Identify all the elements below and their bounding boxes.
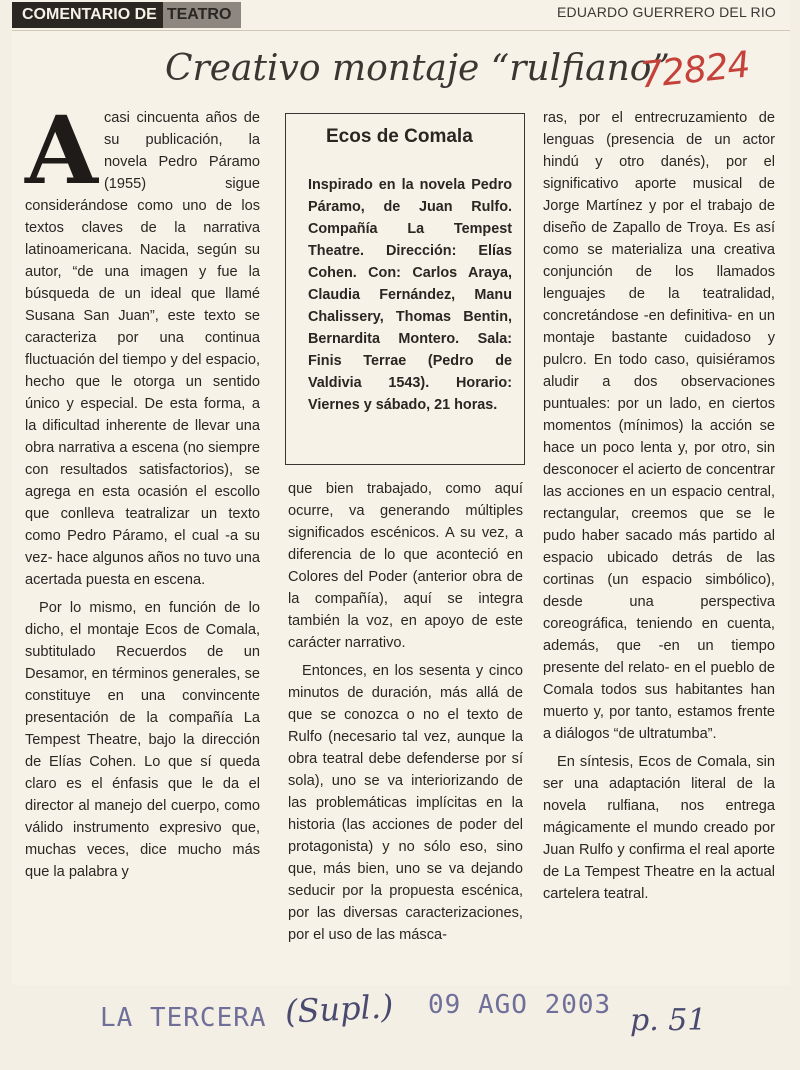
author-byline: EDUARDO GUERRERO DEL RIO [557,4,776,20]
info-box-title: Ecos de Comala [326,126,473,147]
section-header [12,0,790,31]
paragraph: Por lo mismo, en función de lo dicho, el montaje Ecos de Comala, subtitulado Recuerdos de un Desamor, en términos generales, se constituye en una convincente presentación de la compañía La Tempest Theatre, bajo la dirección de Elías Cohen. Lo que sí queda claro es el énfasis que le da el director al manejo del cuerpo, como válido instrumento expresivo que, muchas veces, dice mucho más que la palabra y [25,600,260,880]
handwritten-page-note: p. 51 [630,1003,707,1038]
handwritten-supplement-note: (Supl.) [284,987,395,1031]
kicker-teatro: TEATRO [163,2,242,28]
date-stamp: 09 AGO 2003 [428,990,612,1020]
source-stamp: LA TERCERA [100,1003,267,1033]
info-box-body: Inspirado en la novela Pedro Páramo, de Juan Rulfo. Compañía La Tempest Theatre. Dirección: Elías Cohen. Con: Carlos Araya, Claudia Fernández, Manu Chalissery, Thomas Bentin, Bernardita Montero. Sala: Finis Terrae (Pedro de Valdivia 1543). Horario: Viernes y sábado, 21 horas. [308,177,512,413]
paragraph: En síntesis, Ecos de Comala, sin ser una adaptación literal de la novela rulfiana, nos entrega mágicamente el mundo creado por Juan Rulfo y confirma el real aporte de La Tempest Theatre en la actual cartelera teatral. [543,754,775,902]
paragraph: que bien trabajado, como aquí ocurre, va generando múltiples significados escénicos. A su vez, a diferencia de lo que aconteció en Colores del Poder (anterior obra de la compañía), aquí se integra también la voz, en apoyo de este carácter narrativo. [288,481,523,651]
kicker-comentario: COMENTARIO DE [12,2,163,28]
drop-cap: A [25,96,98,206]
paragraph: ras, por el entrecruzamiento de lenguas (presencia de un actor hindú y otro danés), por el significativo aporte musical de Jorge Martínez y por el trabajo de diseño de Zapallo de Troya. Es así como se materializa una creativa conjunción de los llamados lenguajes de la teatralidad, concretándose -en definitiva- en un montaje bastante cuidadoso y pulcro. En todo caso, quisiéramos aludir a dos observaciones puntuales: por un lado, en ciertos momentos (mínimos) la acción se hace un poco lenta y, por otro, sin desconocer el acierto de concentrar las acciones en un espacio central, rectangular, creemos que se le pudo haber sacado más partido al espacio ubicado detrás de las cortinas (un espacio simbólico), desde una perspectiva coreográfica, teniendo en cuenta, además, que -en un tiempo presente del relato- en el pueblo de Comala todos sus habitantes han muerto y, por tanto, estamos frente a diálogos “de ultratumba”. [543,110,776,742]
paragraph-text: casi cincuenta años de su publicación, la novela Pedro Páramo (1955) sigue considerándose como uno de los textos claves de la narrativa latinoamericana. Nacida, según su autor, “de una imagen y fue la búsqueda de un ideal que llamé Susana San Juan”, este texto se caracteriza por una continua fluctuación del tiempo y del espacio, hecho que le otorga un sentido único y especial. De esta forma, a la dificultad inherente de llevar una obra narrativa a escena (no siempre con resultados satisfactorios), se agrega en esta ocasión el escollo que conlleva teatralizar un texto como Pedro Páramo, el cual -a su vez- hace algunos años no tuvo una acertada puesta en escena. [25,110,260,588]
article-column-3 [543,107,775,911]
paragraph: Entonces, en los sesenta y cinco minutos de duración, más allá de que se conozca o no el texto de Rulfo (necesario tal vez, aunque la obra teatral debe defenderse por sí sola), uno se va interiorizando de las problemáticas implícitas en la historia (las acciones de poder del protagonista) y no sólo eso, sino que, más bien, uno se va dejando seducir por la propuesta escénica, por las diversas caracterizaciones, por el uso de las másca- [288,663,523,943]
article-column-2 [288,478,523,952]
handwritten-archive-code: 72824 [638,44,752,97]
article-column-1 [25,96,260,889]
paragraph [25,96,260,591]
info-box [285,113,525,465]
section-kicker [12,0,241,30]
article-headline: Creativo montaje “rulfiano” [165,48,670,89]
